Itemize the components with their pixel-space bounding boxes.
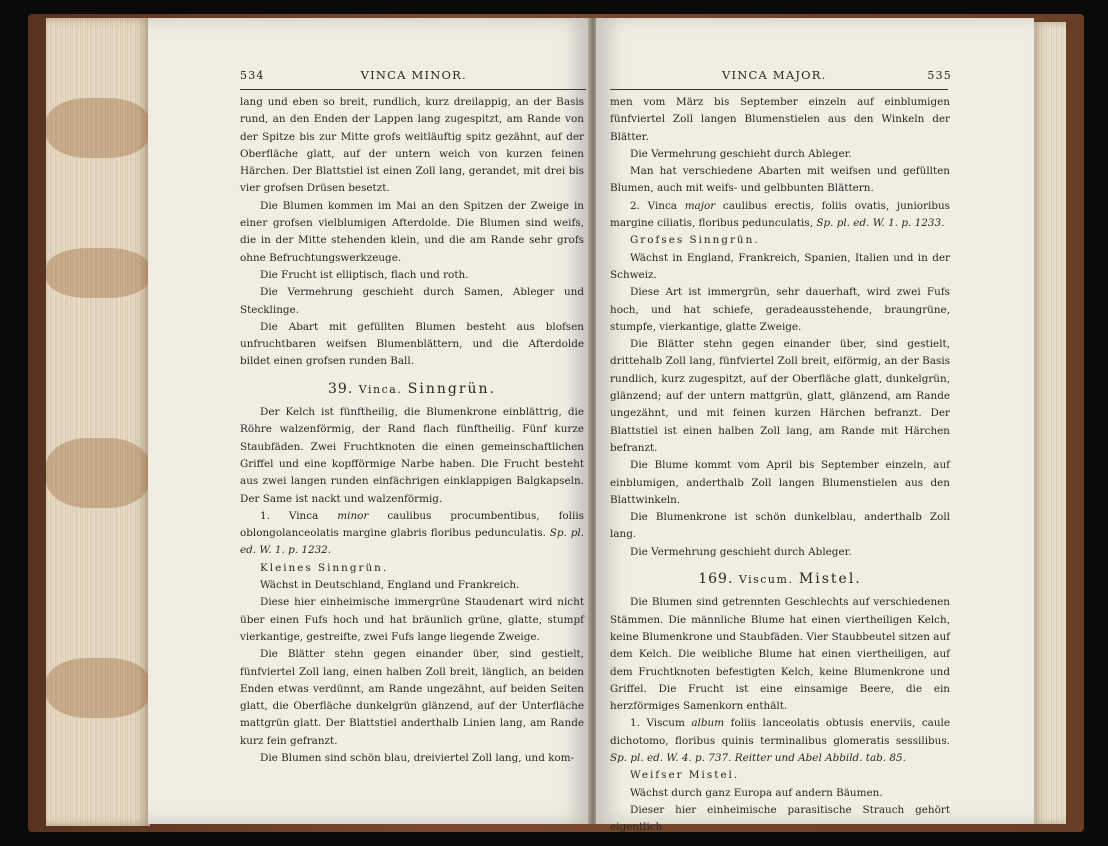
paragraph: Dieser hier einheimische parasitische Strauch gehört eigentlich (610, 803, 950, 834)
left-running-header (240, 66, 578, 84)
section-number: 169. (698, 571, 734, 588)
running-head: VINCA MINOR. (360, 67, 467, 82)
left-page (148, 18, 590, 824)
page-number: 534 (240, 68, 265, 82)
header-rule (240, 89, 586, 90)
paragraph: Wächst durch ganz Europa auf andern Bäumen. (630, 786, 883, 799)
paragraph: Die Blätter stehn gegen einander über, sind gestielt, drittehalb Zoll lang, fünfviertel Zoll breit, eiförmig, an der Basis rundlich, kurz zugespitzt, auf der Oberfläche glatt, dunkelgrün, glänzend; auf der untern mattgrün, glatt, glänzend, am Rande ungezähnt, und mit feinen kurzen Härchen befranzt. Der Blattstiel ist einen halben Zoll lang, am Rande mit Härchen befranzt. (610, 338, 950, 454)
paragraph: Die Blumen kommen im Mai an den Spitzen der Zweige in einer grofsen vielblumigen Afterdolde. Die Blumen sind weifs, die in der Mitte stehenden klein, und die am Rande sehr grofs ohne Befruchtungswerkzeuge. (240, 199, 584, 264)
species-lead: 1. Viscum (630, 717, 685, 730)
paragraph: Die Blumenkrone ist schön dunkelblau, anderthalb Zoll lang. (610, 511, 950, 541)
foxing-stain (46, 98, 150, 158)
page-edges-right (1032, 22, 1066, 824)
foxing-stain (46, 438, 150, 508)
species-entry (610, 198, 950, 233)
common-name: Kleines Sinngrün. (260, 561, 389, 574)
paragraph: Der Kelch ist fünftheilig, die Blumenkrone einblättrig, die Röhre walzenförmig, der Rand flach fünftheilig. Fünf kurze Staubfäden. Zwei Fruchtknoten die einen gemeinschaftlichen Griffel und eine kopfförmige Narbe haben. Die Frucht besteht aus zwei langen runden einfächrigen einklappigen Balgkapseln. Der Same ist nackt und walzenförmig. (240, 406, 584, 505)
section-name: Sinngrün. (407, 380, 496, 397)
paragraph: Die Vermehrung geschieht durch Samen, Ableger und Stecklinge. (240, 286, 584, 316)
species-reference: Sp. pl. ed. W. 1. p. 1233. (816, 217, 945, 230)
paragraph: Die Blume kommt vom April bis September einzeln, auf einblumigen, anderthalb Zoll langen Blumenstielen aus den Blattwinkeln. (610, 459, 950, 506)
right-page (596, 18, 1034, 834)
species-epithet: major (684, 199, 716, 212)
paragraph: Die Vermehrung geschieht durch Ableger. (630, 545, 852, 558)
section-heading (610, 571, 950, 588)
species-lead: 2. Vinca (630, 199, 677, 212)
page-edges-left (46, 18, 150, 826)
common-name: Grofses Sinngrün. (630, 234, 760, 247)
species-lead: 1. Vinca (260, 509, 319, 522)
paragraph: Die Blätter stehn gegen einander über, sind gestielt, fünfviertel Zoll lang, einen halben Zoll breit, länglich, an beiden Enden etwas verdünnt, am Rande ungezähnt, auf beiden Seiten glatt, die Oberfläche dunkelgrün glänzend, auf der Unterfläche mattgrün glatt. Der Blattstiel anderthalb Linien lang, am Rande kurz fein gefranzt. (240, 648, 584, 747)
foxing-stain (46, 658, 150, 718)
section-genus: Vinca. (358, 382, 403, 396)
common-name: Weifser Mistel. (630, 769, 740, 782)
species-entry (610, 715, 950, 767)
species-reference: Sp. pl. ed. W. 4. p. 737. Reitter und Abel Abbild. tab. 85. (610, 751, 906, 764)
section-heading (240, 381, 584, 398)
species-description: caulibus erectis, foliis ovatis, junioribus margine ciliatis, floribus pedunculatis, (610, 199, 951, 230)
paragraph: Die Frucht ist elliptisch, flach und roth. (260, 268, 469, 281)
paragraph: Wächst in England, Frankreich, Spanien, Italien und in der Schweiz. (610, 251, 950, 281)
left-page-text (240, 94, 584, 767)
paragraph: Die Blumen sind getrennten Geschlechts auf verschiedenen Stämmen. Die männliche Blume hat einen viertheiligen Kelch, keine Blumenkrone und Staubfäden. Vier Staubbeutel sitzen auf dem Kelch. Die weibliche Blume hat einen viertheiligen, auf dem Fruchtknoten befestigten Kelch, keine Blumenkrone und Griffel. Die Frucht ist eine einsamige Beere, die ein herzförmiges Samenkorn enthält. (610, 596, 950, 713)
paragraph: Man hat verschiedene Abarten mit weifsen und gefüllten Blumen, auch mit weifs- und gelbbunten Blättern. (610, 165, 950, 195)
species-description: foliis lanceolatis obtusis enerviis, caule dichotomo, floribus quinis terminalibus glomeratis sessilibus. (610, 717, 950, 747)
header-rule (610, 89, 948, 90)
section-genus: Viscum. (738, 573, 794, 587)
page-number: 535 (927, 68, 952, 82)
section-number: 39. (328, 380, 354, 397)
paragraph: Die Blumen sind schön blau, dreiviertel Zoll lang, und kom- (260, 751, 575, 764)
running-head: VINCA MAJOR. (722, 67, 827, 82)
paragraph: Diese hier einheimische immergrüne Staudenart wird nicht über einen Fufs hoch und hat bräunlich grüne, glatte, stumpf vierkantige, gestreifte, zwei Fufs lange liegende Zweige. (240, 596, 584, 643)
species-description: caulibus procumbentibus, foliis oblongolanceolatis margine glabris floribus pedunculatis. (240, 509, 584, 540)
paragraph: Wächst in Deutschland, England und Frankreich. (260, 579, 520, 592)
paragraph: Die Abart mit gefüllten Blumen besteht aus blofsen unfruchtbaren weifsen Blumenblättern, und die Afterdolde bildet einen grofsen runden Ball. (240, 320, 584, 368)
right-running-header (612, 66, 952, 84)
right-page-text (610, 94, 950, 836)
species-epithet: minor (337, 509, 369, 522)
paragraph: Diese Art ist immergrün, sehr dauerhaft, wird zwei Fufs hoch, und hat schiefe, geradeausstehende, braungrüne, stumpfe, vierkantige, glatte Zweige. (610, 286, 950, 333)
paragraph: men vom März bis September einzeln auf einblumigen fünfviertel Zoll langen Blumenstielen aus den Winkeln der Blätter. (610, 96, 950, 143)
foxing-stain (46, 248, 150, 298)
paragraph: lang und eben so breit, rundlich, kurz dreilappig, an der Basis rund, an den Enden der Lappen lang zugespitzt, am Rande von der Spitze bis zur Mitte grofs weitläuftig spitz gezähnt, auf der Oberfläche glatt, auf der untern weich von kurzen feinen Härchen. Der Blattstiel ist einen Zoll lang, gerandet, mit drei bis vier grofsen Drüsen besetzt. (240, 96, 584, 195)
paragraph: Die Vermehrung geschieht durch Ableger. (630, 147, 852, 160)
section-name: Mistel. (798, 571, 862, 588)
species-reference: Sp. pl. ed. W. 1. p. 1232. (240, 527, 584, 557)
species-epithet: album (691, 717, 725, 730)
species-entry (240, 508, 584, 560)
